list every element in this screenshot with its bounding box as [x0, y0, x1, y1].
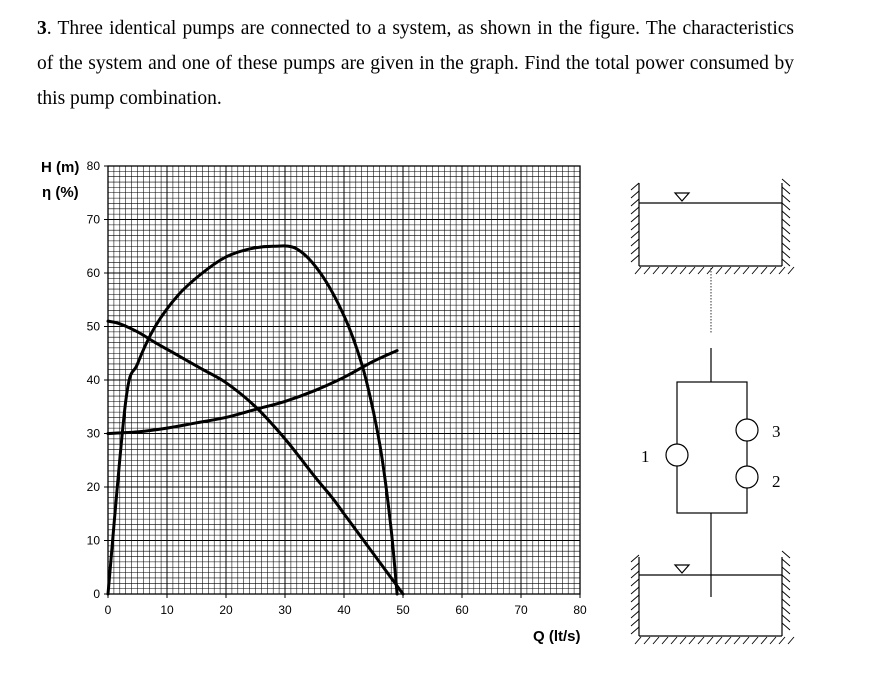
hatch-line [782, 195, 790, 202]
hatch-line [761, 637, 767, 644]
hatch-line [782, 251, 790, 258]
curve-1 [108, 351, 397, 434]
hatch-line [662, 637, 668, 644]
hatch-line [782, 575, 790, 582]
y-tick-label: 0 [93, 587, 100, 601]
hatch-line [653, 267, 659, 274]
hatch-line [671, 637, 677, 644]
hatch-line [631, 619, 639, 626]
hatch-line [631, 627, 639, 634]
hatch-line [707, 267, 713, 274]
hatch-line [782, 243, 790, 250]
hatch-line [631, 183, 639, 190]
hatch-line [782, 259, 790, 266]
problem-number: 3 [37, 18, 47, 39]
hatch-line [782, 179, 790, 186]
x-tick-label: 80 [573, 603, 587, 617]
hatch-line [743, 267, 749, 274]
pump-2 [736, 466, 781, 491]
hatch-line [631, 579, 639, 586]
hatch-line [671, 267, 677, 274]
x-tick-label: 40 [337, 603, 351, 617]
hatch-line [725, 637, 731, 644]
x-axis-label: Q (lt/s) [533, 628, 581, 645]
pump-2-label: 2 [772, 472, 781, 491]
hatch-line [689, 637, 695, 644]
hatch-line [716, 267, 722, 274]
hatch-line [653, 637, 659, 644]
hatch-line [631, 231, 639, 238]
y-tick-label: 60 [86, 266, 100, 280]
hatch-line [631, 555, 639, 562]
chart-grid [108, 166, 580, 594]
hatch-line [788, 267, 794, 274]
hatch-line [782, 623, 790, 630]
hatch-line [782, 187, 790, 194]
x-tick-label: 10 [160, 603, 174, 617]
hatch-line [716, 637, 722, 644]
hatch-line [779, 637, 785, 644]
hatch-line [782, 599, 790, 606]
hatch-line [631, 247, 639, 254]
hatch-line [782, 551, 790, 558]
pump-3-label: 3 [772, 422, 781, 441]
hatch-line [631, 215, 639, 222]
hatch-line [680, 267, 686, 274]
hatch-line [761, 267, 767, 274]
hatch-line [631, 239, 639, 246]
y-axis-label-efficiency: η (%) [42, 184, 79, 201]
hatch-line [782, 607, 790, 614]
x-tick-label: 50 [396, 603, 410, 617]
pump-1 [641, 444, 688, 466]
hatch-line [631, 603, 639, 610]
x-tick-label: 60 [455, 603, 469, 617]
hatch-line [782, 591, 790, 598]
y-tick-label: 50 [86, 319, 100, 334]
hatch-line [631, 611, 639, 618]
hatch-line [788, 637, 794, 644]
y-tick-label: 30 [86, 426, 100, 441]
pump-chart [41, 159, 587, 645]
hatch-line [770, 637, 776, 644]
hatch-line [782, 219, 790, 226]
hatch-line [698, 267, 704, 274]
lower-reservoir [631, 551, 794, 644]
chart-ticks [87, 159, 587, 617]
curve-2 [108, 246, 397, 594]
problem-statement: . Three identical pumps are connected to a system, as shown in the figure. The characteristics of the system and one of these pumps are given in the graph. Find the total power consumed by this pump combination. [37, 18, 794, 109]
y-tick-label: 10 [86, 533, 100, 548]
hatch-line [631, 207, 639, 214]
hatch-line [779, 267, 785, 274]
pump-1-label: 1 [641, 447, 650, 466]
hatch-line [734, 637, 740, 644]
free-surface-lower-icon [675, 565, 689, 573]
hatch-line [782, 583, 790, 590]
upper-reservoir [631, 179, 794, 274]
y-tick-label: 70 [86, 212, 100, 227]
hatch-line [782, 615, 790, 622]
y-tick-label: 20 [86, 480, 100, 494]
pump-system-diagram [631, 179, 794, 644]
hatch-line [680, 637, 686, 644]
hatch-line [631, 571, 639, 578]
hatch-line [631, 595, 639, 602]
y-axis-label-head: H (m) [41, 159, 80, 176]
y-tick-label: 80 [86, 159, 100, 173]
hatch-line [782, 559, 790, 566]
hatch-line [662, 267, 668, 274]
pump-3 [736, 419, 781, 441]
hatch-line [782, 203, 790, 210]
hatch-line [689, 267, 695, 274]
hatch-line [743, 637, 749, 644]
hatch-line [631, 255, 639, 262]
hatch-line [631, 223, 639, 230]
hatch-line [698, 637, 704, 644]
x-tick-label: 20 [219, 603, 233, 617]
hatch-line [752, 637, 758, 644]
x-tick-label: 30 [278, 603, 292, 617]
x-tick-label: 70 [514, 603, 528, 617]
hatch-line [770, 267, 776, 274]
hatch-line [782, 227, 790, 234]
hatch-line [631, 191, 639, 198]
hatch-line [782, 211, 790, 218]
hatch-line [644, 637, 650, 644]
hatch-line [782, 567, 790, 574]
hatch-line [752, 267, 758, 274]
hatch-line [734, 267, 740, 274]
hatch-line [725, 267, 731, 274]
hatch-line [782, 235, 790, 242]
hatch-line [644, 267, 650, 274]
hatch-line [707, 637, 713, 644]
hatch-line [631, 199, 639, 206]
hatch-line [635, 637, 641, 644]
hatch-line [631, 587, 639, 594]
hatch-line [635, 267, 641, 274]
y-tick-label: 40 [86, 373, 100, 387]
hatch-line [631, 563, 639, 570]
x-tick-label: 0 [104, 603, 112, 617]
free-surface-upper-icon [675, 193, 689, 201]
